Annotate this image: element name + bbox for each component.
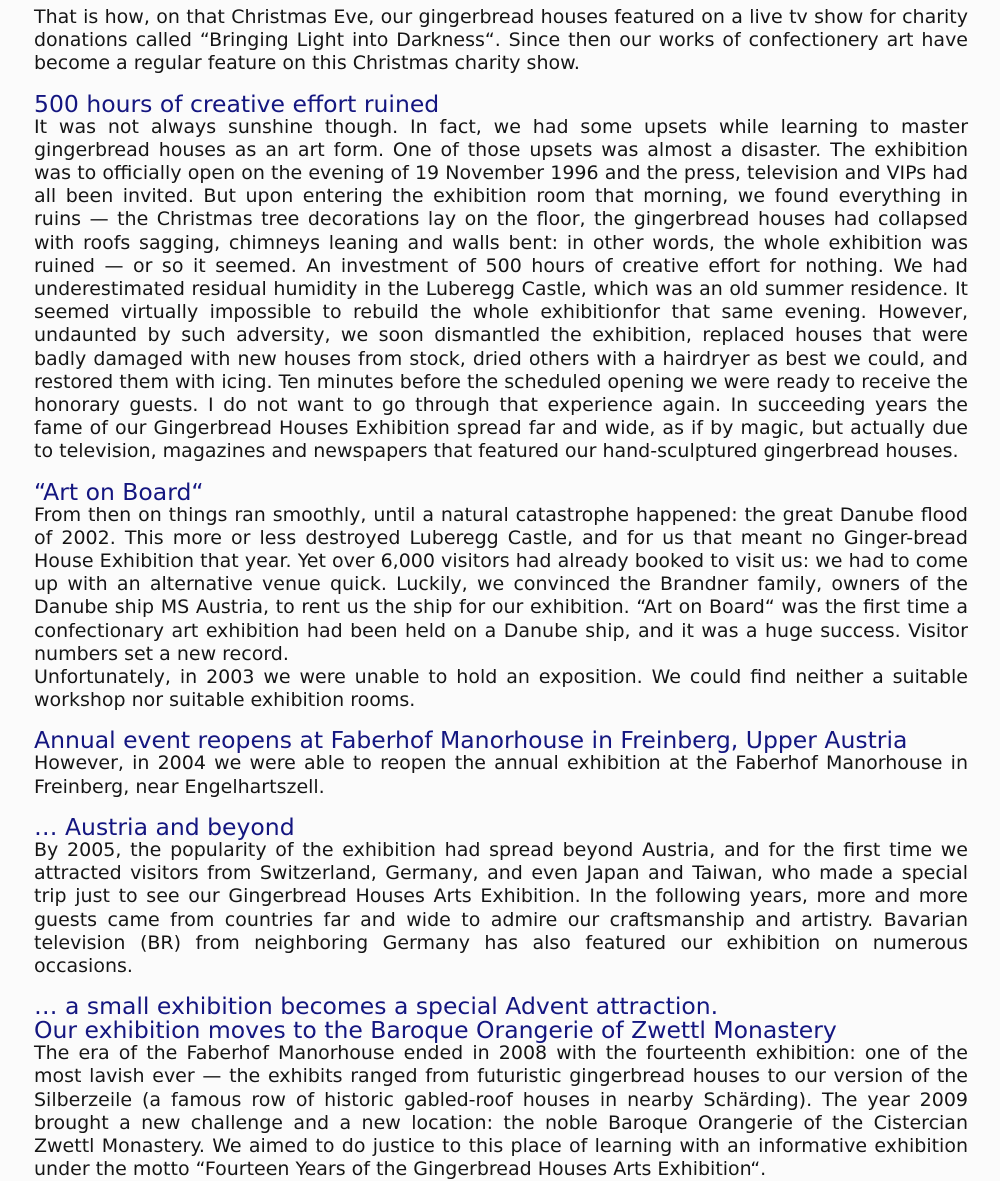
section-body: It was not always sunshine though. In fact, we had some upsets while learning to master gingerbread houses as an art form. One of those upsets was almost a disaster. The exhibition was to officially open on the evening of 19 November 1996 and the press, television and VIPs had all been invited. But upon entering the exhibition room that morning, we found everything in ruins — the Christmas tree decorations lay on the floor, the gingerbread houses had collapsed with roofs sagging, chimneys leaning and walls bent: in other words, the whole exhibition was ruined — or so it seemed. An investment of 500 hours of creative effort for nothing. We had underestimated residual humidity in the Luberegg Castle, which was an old summer residence. It seemed virtually impossible to rebuild the whole exhibitionfor that same evening. However, undaunted by such adversity, we soon dismantled the exhibition, replaced houses that were badly damaged with new houses from stock, dried others with a hairdryer as best we could, and restored them with icing. Ten minutes before the scheduled opening we were ready to receive the honorary guests. I do not want to go through that experience again. In succeeding years the fame of our Gingerbread Houses Exhibition spread far and wide, as if by magic, but actually due to television, magazines and newspapers that featured our hand-sculptured gingerbread houses.: [34, 115, 968, 463]
section-body: However, in 2004 we were able to reopen the annual exhibition at the Faberhof Manorhouse in Freinberg, near Engelhartszell.: [34, 752, 968, 798]
section-heading: “Art on Board“: [34, 477, 204, 506]
document-page: [34, 6, 968, 1181]
section-heading: … a small exhibition becomes a special Advent attraction.: [34, 992, 719, 1021]
section-art-on-board: [34, 477, 968, 713]
section-heading: … Austria and beyond: [34, 812, 295, 841]
section-ruined: [34, 89, 968, 464]
section-heading: 500 hours of creative effort ruined: [34, 89, 440, 118]
section-body: From then on things ran smoothly, until a natural catastrophe happened: the great Danube flood of 2002. This more or less destroyed Luberegg Castle, and for us that meant no Ginger-bread House Exhibition that year. Yet over 6,000 visitors had already booked to visit us: we had to come up with an alternative venue quick. Luckily, we convinced the Brandner family, owners of the Danube ship MS Austria, to rent us the ship for our exhibition. “Art on Board“ was the first time a confectionary art exhibition had been held on a Danube ship, and it was a huge success. Visitor numbers set a new record.: [34, 503, 968, 665]
intro-paragraph: That is how, on that Christmas Eve, our gingerbread houses featured on a live tv show for charity donations called “Bringing Light into Darkness“. Since then our works of confectionery art have become a regular feature on this Christmas charity show.: [34, 6, 968, 75]
section-subheading: Our exhibition moves to the Baroque Orangerie of Zwettl Monastery: [34, 1016, 837, 1045]
section-body: By 2005, the popularity of the exhibition had spread beyond Austria, and for the first time we attracted visitors from Switzerland, Germany, and even Japan and Taiwan, who made a special trip just to see our Gingerbread Houses Arts Exhibition. In the following years, more and more guests came from countries far and wide to admire our craftsmanship and artistry. Bavarian television (BR) from neighboring Germany has also featured our exhibition on numerous occasions.: [34, 838, 968, 977]
section-body: The era of the Faberhof Manorhouse ended in 2008 with the fourteenth exhibition: one of the most lavish ever — the exhibits ranged from futuristic gingerbread houses to our version of the Silberzeile (a famous row of historic gabled-roof houses in nearby Schärding). The year 2009 brought a new challenge and a new location: the noble Baroque Orangerie of the Cistercian Zwettl Monastery. We aimed to do justice to this place of learning with an informative exhibition under the motto “Fourteen Years of the Gingerbread Houses Arts Exhibition“.: [34, 1042, 968, 1181]
section-faberhof: [34, 728, 968, 798]
section-austria-beyond: [34, 812, 968, 978]
section-heading: Annual event reopens at Faberhof Manorhouse in Freinberg, Upper Austria: [34, 726, 908, 755]
section-zwettl: [34, 994, 968, 1181]
section-body-continued: Unfortunately, in 2003 we were unable to hold an exposition. We could find neither a suitable workshop nor suitable exhibition rooms.: [34, 666, 968, 712]
